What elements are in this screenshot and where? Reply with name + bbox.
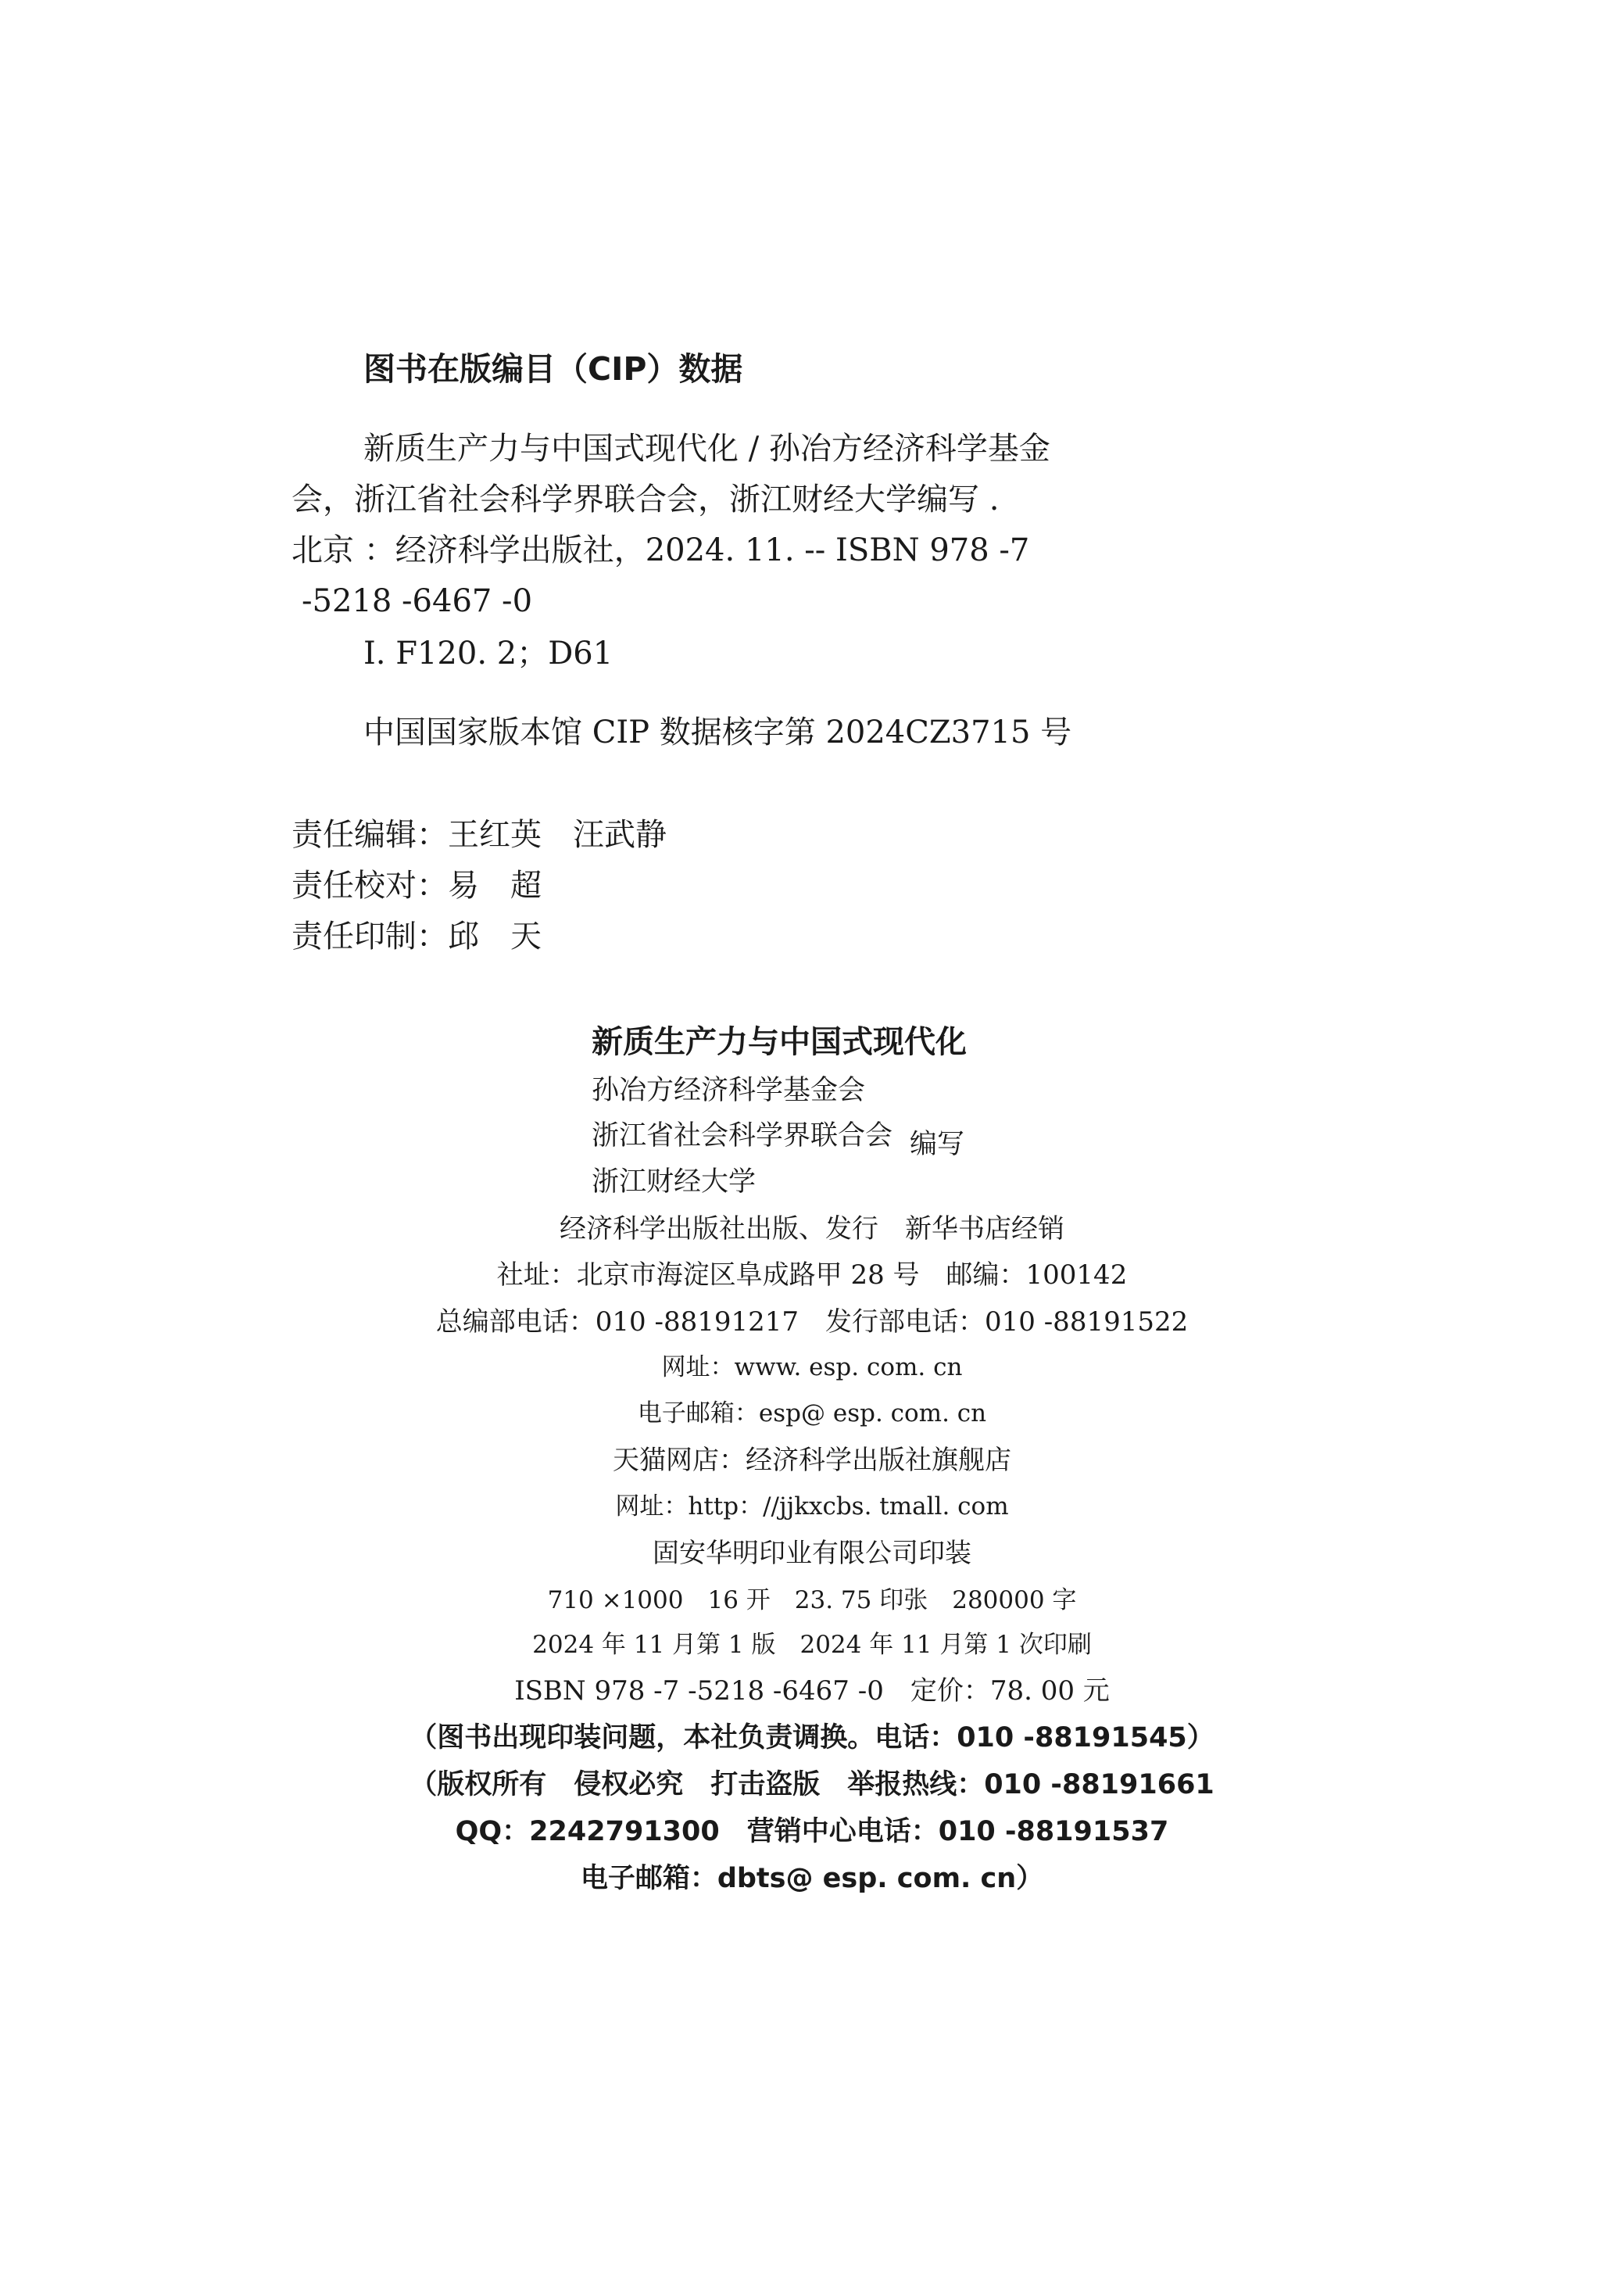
notice-line: （版权所有 侵权必究 打击盗版 举报热线：010 -88191661 [410,1769,1214,1800]
author-line: 浙江省社会科学界联合会 [592,1120,893,1152]
cip-record-line: -5218 -6467 -0 [302,583,533,619]
tmall-store-line: 天猫网店：经济科学出版社旗舰店 [613,1445,1011,1476]
tmall-url-line: 网址：http：//jjkxcbs. tmall. com [615,1492,1009,1521]
author-line: 孙冶方经济科学基金会 [592,1075,866,1106]
author-role: 编写 [910,1129,965,1160]
cip-classification: Ⅰ. F120. 2；D61 [363,636,613,672]
address-line: 社址：北京市海淀区阜成路甲 28 号 邮编：100142 [496,1259,1128,1291]
edition-line: 2024 年 11 月第 1 版 2024 年 11 月第 1 次印刷 [532,1631,1092,1659]
cip-record-line: 会，浙江省社会科学界联合会，浙江财经大学编写 . [292,482,1000,518]
specs-line: 710 ×1000 16 开 23. 75 印张 280000 字 [547,1586,1077,1614]
cip-record-line: 新质生产力与中国式现代化 / 孙冶方经济科学基金 [363,431,1050,467]
publisher-line: 经济科学出版社出版、发行 新华书店经销 [560,1213,1064,1245]
phone-line: 总编部电话：010 -88191217 发行部电话：010 -88191522 [435,1306,1189,1338]
cip-heading: 图书在版编目（CIP）数据 [363,350,743,388]
printer-line: 固安华明印业有限公司印装 [653,1538,971,1569]
isbn-price-line: ISBN 978 -7 -5218 -6467 -0 定价：78. 00 元 [514,1675,1110,1707]
notice-line: 电子邮箱：dbts@ esp. com. cn） [580,1863,1044,1894]
staff-proofreader: 责任校对：易 超 [292,868,542,904]
notice-line: （图书出现印装问题，本社负责调换。电话：010 -88191545） [410,1722,1214,1753]
website-line: 网址：www. esp. com. cn [661,1353,963,1381]
author-line: 浙江财经大学 [592,1166,757,1198]
staff-printing: 责任印制：邱 天 [292,919,542,955]
staff-editor: 责任编辑：王红英 汪武静 [292,817,667,853]
email-line: 电子邮箱：esp@ esp. com. cn [637,1399,987,1427]
notice-line: QQ：2242791300 营销中心电话：010 -88191537 [455,1816,1169,1847]
book-title: 新质生产力与中国式现代化 [592,1024,967,1060]
cip-record-line: 北京 ：经济科学出版社，2024. 11. -- ISBN 978 -7 [292,532,1030,568]
cip-verification-number: 中国国家版本馆 CIP 数据核字第 2024CZ3715 号 [363,715,1072,750]
